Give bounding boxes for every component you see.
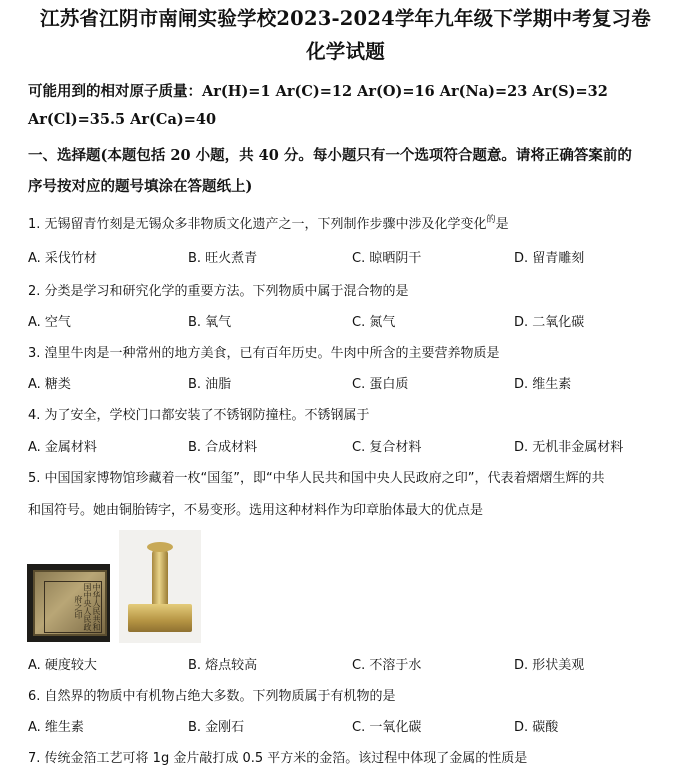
question-2-options	[28, 311, 668, 331]
option-b[interactable]: B. 熔点较高	[188, 658, 258, 673]
seal-handle-top	[147, 542, 173, 552]
atomic-mass-line1: 可能用到的相对原子质量：Ar(H)=1 Ar(C)=12 Ar(O)=16 Ar(Na)=23 Ar(S)=32	[28, 83, 608, 100]
option-a[interactable]: A. 采伐竹材	[28, 251, 97, 266]
question-1-options	[28, 247, 668, 267]
section-instructions-line2: 序号按对应的题号填涂在答题纸上)	[28, 178, 253, 195]
seal-side-image	[119, 530, 201, 643]
question-5-stem-cont: 和国符号。她由铜胎铸字，不易变形。选用这种材料作为印章胎体最大的优点是	[28, 503, 484, 518]
question-2-stem: 2. 分类是学习和研究化学的重要方法。下列物质中属于混合物的是	[28, 284, 409, 299]
question-1-text: 1. 无锡留青竹刻是无锡众多非物质文化遗产之一，下列制作步骤中涉及化学变化	[28, 217, 487, 232]
atomic-mass-line2: Ar(Cl)=35.5 Ar(Ca)=40	[28, 111, 217, 128]
option-d[interactable]: D. 二氧化碳	[514, 315, 585, 330]
seal-face	[33, 570, 107, 636]
option-c[interactable]: C. 复合材料	[352, 440, 422, 455]
option-c[interactable]: C. 蛋白质	[352, 377, 409, 392]
section-instructions-line1: 一、选择题(本题包括 20 小题，共 40 分。每小题只有一个选项符合题意。请将正确答案前的	[28, 147, 632, 164]
option-c[interactable]: C. 晾晒阴干	[352, 251, 422, 266]
page-title-line2: 化学试题	[306, 40, 385, 63]
option-d[interactable]: D. 无机非金属材料	[514, 440, 624, 455]
question-6-stem: 6. 自然界的物质中有机物占绝大多数。下列物质属于有机物的是	[28, 689, 396, 704]
option-b[interactable]: B. 金刚石	[188, 720, 245, 735]
option-a[interactable]: A. 硬度较大	[28, 658, 97, 673]
option-c[interactable]: C. 不溶于水	[352, 658, 422, 673]
question-4-options	[28, 436, 668, 456]
option-d[interactable]: D. 维生素	[514, 377, 572, 392]
question-5-options	[28, 654, 668, 674]
question-1-stem	[28, 213, 509, 232]
option-a[interactable]: A. 糖类	[28, 377, 71, 392]
question-5-stem: 5. 中国国家博物馆珍藏着一枚“国玺”，即“中华人民共和国中央人民政府之印”，代表着熠熠生辉的共	[28, 471, 605, 486]
option-c[interactable]: C. 一氧化碳	[352, 720, 422, 735]
option-b[interactable]: B. 合成材料	[188, 440, 258, 455]
option-c[interactable]: C. 氮气	[352, 315, 396, 330]
question-1-sup: 的	[486, 215, 496, 225]
option-d[interactable]: D. 留青雕刻	[514, 251, 585, 266]
option-d[interactable]: D. 碳酸	[514, 720, 559, 735]
seal-handle	[152, 548, 168, 606]
option-b[interactable]: B. 油脂	[188, 377, 232, 392]
seal-inscription: 中华人民共和国中央人民政府之印	[44, 581, 102, 633]
option-b[interactable]: B. 旺火煮青	[188, 251, 258, 266]
seal-base	[128, 604, 192, 632]
question-3-stem: 3. 湟里牛肉是一种常州的地方美食，已有百年历史。牛肉中所含的主要营养物质是	[28, 346, 500, 361]
option-a[interactable]: A. 空气	[28, 315, 71, 330]
option-b[interactable]: B. 氧气	[188, 315, 232, 330]
option-a[interactable]: A. 金属材料	[28, 440, 97, 455]
option-d[interactable]: D. 形状美观	[514, 658, 585, 673]
question-7-stem: 7. 传统金箔工艺可将 1g 金片敲打成 0.5 平方米的金箔。该过程中体现了金属的性质是	[28, 751, 528, 766]
question-6-options	[28, 716, 668, 736]
seal-face-image	[27, 564, 110, 642]
page-title-line1: 江苏省江阴市南闸实验学校2023-2024学年九年级下学期中考复习卷	[40, 7, 651, 30]
question-3-options	[28, 373, 668, 393]
question-4-stem: 4. 为了安全，学校门口都安装了不锈钢防撞柱。不锈钢属于	[28, 408, 370, 423]
option-a[interactable]: A. 维生素	[28, 720, 84, 735]
question-1-tail: 是	[495, 217, 509, 232]
